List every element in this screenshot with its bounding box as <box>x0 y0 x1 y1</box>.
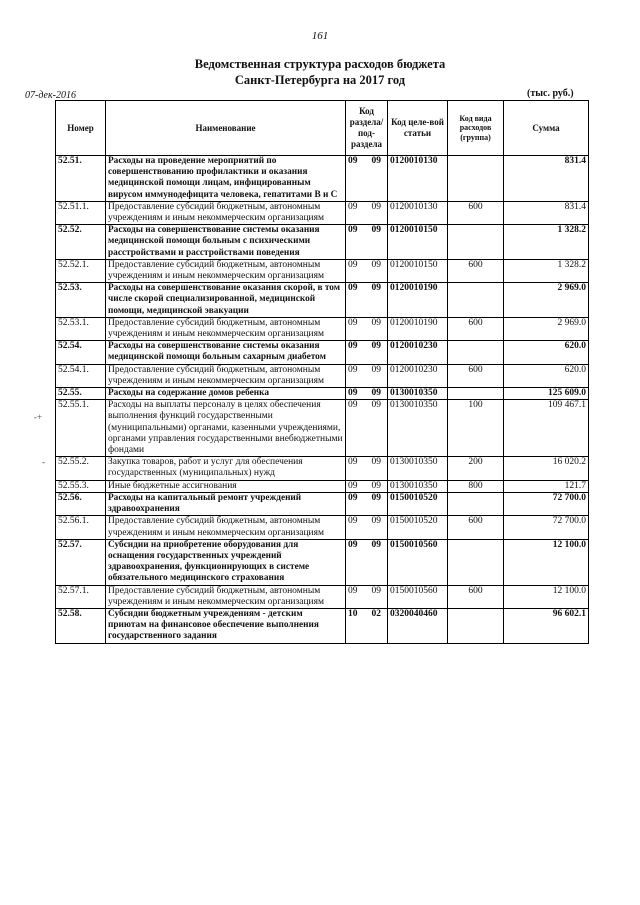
units-label: (тыс. руб.) <box>527 88 574 99</box>
subsection-code: 09 <box>371 341 381 352</box>
row-sum: 12 100.0 <box>504 539 589 585</box>
row-name: Предоставление субсидий бюджетным, автономным учреждениям и иным некоммерческим организациям <box>106 259 346 282</box>
row-expense-group: 600 <box>448 516 504 539</box>
section-code: 09 <box>348 317 358 328</box>
row-section-code <box>346 317 388 340</box>
page-number: 161 <box>311 30 329 42</box>
row-number: 52.58. <box>56 608 106 643</box>
row-sum: 96 602.1 <box>504 608 589 643</box>
row-name: Расходы на проведение мероприятий по совершенствованию профилактики и оказания медицинской помощи лицам, инфицированным вирусом иммунодефицита человека, гепатитами В и С <box>106 156 346 202</box>
row-number: 52.53. <box>56 283 106 318</box>
row-number: 52.54.1. <box>56 364 106 387</box>
row-expense-group: 600 <box>448 585 504 608</box>
row-sum: 1 328.2 <box>504 225 589 260</box>
row-expense-group <box>448 341 504 364</box>
section-code: 09 <box>348 225 358 236</box>
row-target-code: 0120010130 <box>388 156 448 202</box>
section-code: 09 <box>348 283 358 294</box>
subsection-code: 09 <box>371 400 381 411</box>
table-row <box>56 539 589 585</box>
table-row <box>56 364 589 387</box>
row-sum: 831.4 <box>504 156 589 202</box>
row-number: 52.56. <box>56 492 106 515</box>
row-number: 52.52. <box>56 225 106 260</box>
row-section-code <box>346 480 388 492</box>
row-sum: 121.7 <box>504 480 589 492</box>
row-target-code: 0120010150 <box>388 225 448 260</box>
row-expense-group: 600 <box>448 317 504 340</box>
row-target-code: 0130010350 <box>388 400 448 457</box>
subsection-code: 09 <box>371 457 381 468</box>
row-section-code <box>346 492 388 515</box>
row-target-code: 0130010350 <box>388 388 448 400</box>
row-section-code <box>346 400 388 457</box>
row-expense-group <box>448 388 504 400</box>
margin-mark: -+ <box>34 412 43 422</box>
row-target-code: 0120010190 <box>388 317 448 340</box>
table-row <box>56 283 589 318</box>
row-target-code: 0120010230 <box>388 364 448 387</box>
table-row <box>56 516 589 539</box>
section-code: 09 <box>348 516 358 527</box>
table-row <box>56 201 589 224</box>
row-sum: 620.0 <box>504 341 589 364</box>
row-sum: 125 609.0 <box>504 388 589 400</box>
document-title <box>0 56 640 88</box>
title-line-2: Санкт-Петербурга на 2017 год <box>234 73 406 87</box>
row-expense-group <box>448 608 504 643</box>
row-number: 52.52.1. <box>56 259 106 282</box>
budget-table <box>55 100 589 644</box>
subsection-code: 09 <box>371 364 381 375</box>
table-row <box>56 492 589 515</box>
row-name: Расходы на выплаты персоналу в целях обеспечения выполнения функций государственными (муниципальными) органами, казенными учреждениями, органами управления государственными внебюджетными фондами <box>106 400 346 457</box>
row-number: 52.53.1. <box>56 317 106 340</box>
row-name: Расходы на совершенствование системы оказания медицинской помощи больным сахарным диабетом <box>106 341 346 364</box>
table-row <box>56 341 589 364</box>
subsection-code: 09 <box>371 283 381 294</box>
row-expense-group: 800 <box>448 480 504 492</box>
subsection-code: 02 <box>371 608 381 619</box>
section-code: 09 <box>348 388 358 399</box>
row-name: Предоставление субсидий бюджетным, автономным учреждениям и иным некоммерческим организациям <box>106 585 346 608</box>
row-section-code <box>346 283 388 318</box>
row-name: Предоставление субсидий бюджетным, автономным учреждениям и иным некоммерческим организациям <box>106 201 346 224</box>
row-number: 52.51.1. <box>56 201 106 224</box>
row-sum: 109 467.1 <box>504 400 589 457</box>
section-code: 09 <box>348 457 358 468</box>
row-target-code: 0150010520 <box>388 492 448 515</box>
row-section-code <box>346 341 388 364</box>
row-sum: 2 969.0 <box>504 317 589 340</box>
section-code: 09 <box>348 585 358 596</box>
row-section-code <box>346 539 388 585</box>
table-header-row <box>56 101 589 156</box>
row-section-code <box>346 201 388 224</box>
table-row <box>56 156 589 202</box>
row-name: Предоставление субсидий бюджетным, автономным учреждениям и иным некоммерческим организациям <box>106 516 346 539</box>
row-number: 52.55. <box>56 388 106 400</box>
row-target-code: 0150010560 <box>388 585 448 608</box>
row-name: Субсидии на приобретение оборудования для оснащения государственных учреждений здравоохранения, функционирующих в системе обязательного медицинского страхования <box>106 539 346 585</box>
row-section-code <box>346 608 388 643</box>
table-row <box>56 480 589 492</box>
row-number: 52.55.3. <box>56 480 106 492</box>
title-line-1: Ведомственная структура расходов бюджета <box>194 57 446 71</box>
row-sum: 831.4 <box>504 201 589 224</box>
section-code: 09 <box>348 492 358 503</box>
subsection-code: 09 <box>371 585 381 596</box>
row-name: Расходы на содержание домов ребенка <box>106 388 346 400</box>
table-row <box>56 457 589 480</box>
row-target-code: 0130010350 <box>388 457 448 480</box>
row-expense-group <box>448 492 504 515</box>
subsection-code: 09 <box>371 259 381 270</box>
section-code: 09 <box>348 364 358 375</box>
header-expense-type: Код вида расходов (группа) <box>448 101 504 156</box>
row-number: 52.54. <box>56 341 106 364</box>
row-expense-group: 600 <box>448 259 504 282</box>
header-sum: Сумма <box>504 101 589 156</box>
section-code: 09 <box>348 539 358 550</box>
section-code: 09 <box>348 259 358 270</box>
row-name: Расходы на совершенствование оказания скорой, в том числе скорой специализированной, медицинской помощи, медицинской эвакуации <box>106 283 346 318</box>
row-section-code <box>346 156 388 202</box>
row-number: 52.57.1. <box>56 585 106 608</box>
row-expense-group <box>448 225 504 260</box>
subsection-code: 09 <box>371 201 381 212</box>
section-code: 09 <box>348 156 358 166</box>
table-row <box>56 400 589 457</box>
subsection-code: 09 <box>371 480 381 491</box>
section-code: 09 <box>348 400 358 411</box>
row-number: 52.57. <box>56 539 106 585</box>
document-date: 07-дек-2016 <box>25 90 76 101</box>
row-target-code: 0120010130 <box>388 201 448 224</box>
row-section-code <box>346 457 388 480</box>
row-expense-group: 200 <box>448 457 504 480</box>
row-section-code <box>346 585 388 608</box>
row-target-code: 0130010350 <box>388 480 448 492</box>
subsection-code: 09 <box>371 317 381 328</box>
row-number: 52.55.1. <box>56 400 106 457</box>
header-target: Код целе-вой статьи <box>388 101 448 156</box>
row-number: 52.55.2. <box>56 457 106 480</box>
row-target-code: 0150010520 <box>388 516 448 539</box>
subsection-code: 09 <box>371 539 381 550</box>
row-number: 52.51. <box>56 156 106 202</box>
subsection-code: 09 <box>371 156 381 166</box>
row-sum: 12 100.0 <box>504 585 589 608</box>
row-sum: 16 020.2 <box>504 457 589 480</box>
row-sum: 2 969.0 <box>504 283 589 318</box>
table-row <box>56 259 589 282</box>
section-code: 09 <box>348 480 358 491</box>
row-sum: 72 700.0 <box>504 516 589 539</box>
row-name: Расходы на капитальный ремонт учреждений здравоохранения <box>106 492 346 515</box>
row-expense-group: 600 <box>448 201 504 224</box>
row-target-code: 0150010560 <box>388 539 448 585</box>
row-sum: 72 700.0 <box>504 492 589 515</box>
row-name: Иные бюджетные ассигнования <box>106 480 346 492</box>
margin-mark: - <box>42 457 45 467</box>
section-code: 09 <box>348 201 358 212</box>
table-row <box>56 585 589 608</box>
row-expense-group <box>448 539 504 585</box>
header-section: Код раздела/ под-раздела <box>346 101 388 156</box>
row-expense-group <box>448 156 504 202</box>
row-section-code <box>346 225 388 260</box>
table-row <box>56 225 589 260</box>
row-number: 52.56.1. <box>56 516 106 539</box>
row-name: Субсидии бюджетным учреждениям - детским приютам на финансовое обеспечение выполнения государственного задания <box>106 608 346 643</box>
row-expense-group <box>448 283 504 318</box>
row-target-code: 0120010190 <box>388 283 448 318</box>
subsection-code: 09 <box>371 492 381 503</box>
subsection-code: 09 <box>371 225 381 236</box>
row-target-code: 0120010150 <box>388 259 448 282</box>
row-section-code <box>346 388 388 400</box>
row-name: Предоставление субсидий бюджетным, автономным учреждениям и иным некоммерческим организациям <box>106 364 346 387</box>
subsection-code: 09 <box>371 516 381 527</box>
row-expense-group: 600 <box>448 364 504 387</box>
row-section-code <box>346 516 388 539</box>
subsection-code: 09 <box>371 388 381 399</box>
section-code: 09 <box>348 341 358 352</box>
row-target-code: 0320040460 <box>388 608 448 643</box>
row-expense-group: 100 <box>448 400 504 457</box>
row-section-code <box>346 259 388 282</box>
row-section-code <box>346 364 388 387</box>
row-target-code: 0120010230 <box>388 341 448 364</box>
row-name: Предоставление субсидий бюджетным, автономным учреждениям и иным некоммерческим организациям <box>106 317 346 340</box>
row-name: Закупка товаров, работ и услуг для обеспечения государственных (муниципальных) нужд <box>106 457 346 480</box>
table-row <box>56 608 589 643</box>
table-row <box>56 388 589 400</box>
row-sum: 620.0 <box>504 364 589 387</box>
row-name: Расходы на совершенствование системы оказания медицинской помощи больным с психическими расстройствами и расстройствами поведения <box>106 225 346 260</box>
header-number: Номер <box>56 101 106 156</box>
row-sum: 1 328.2 <box>504 259 589 282</box>
table-row <box>56 317 589 340</box>
section-code: 10 <box>348 608 358 619</box>
header-name: Наименование <box>106 101 346 156</box>
